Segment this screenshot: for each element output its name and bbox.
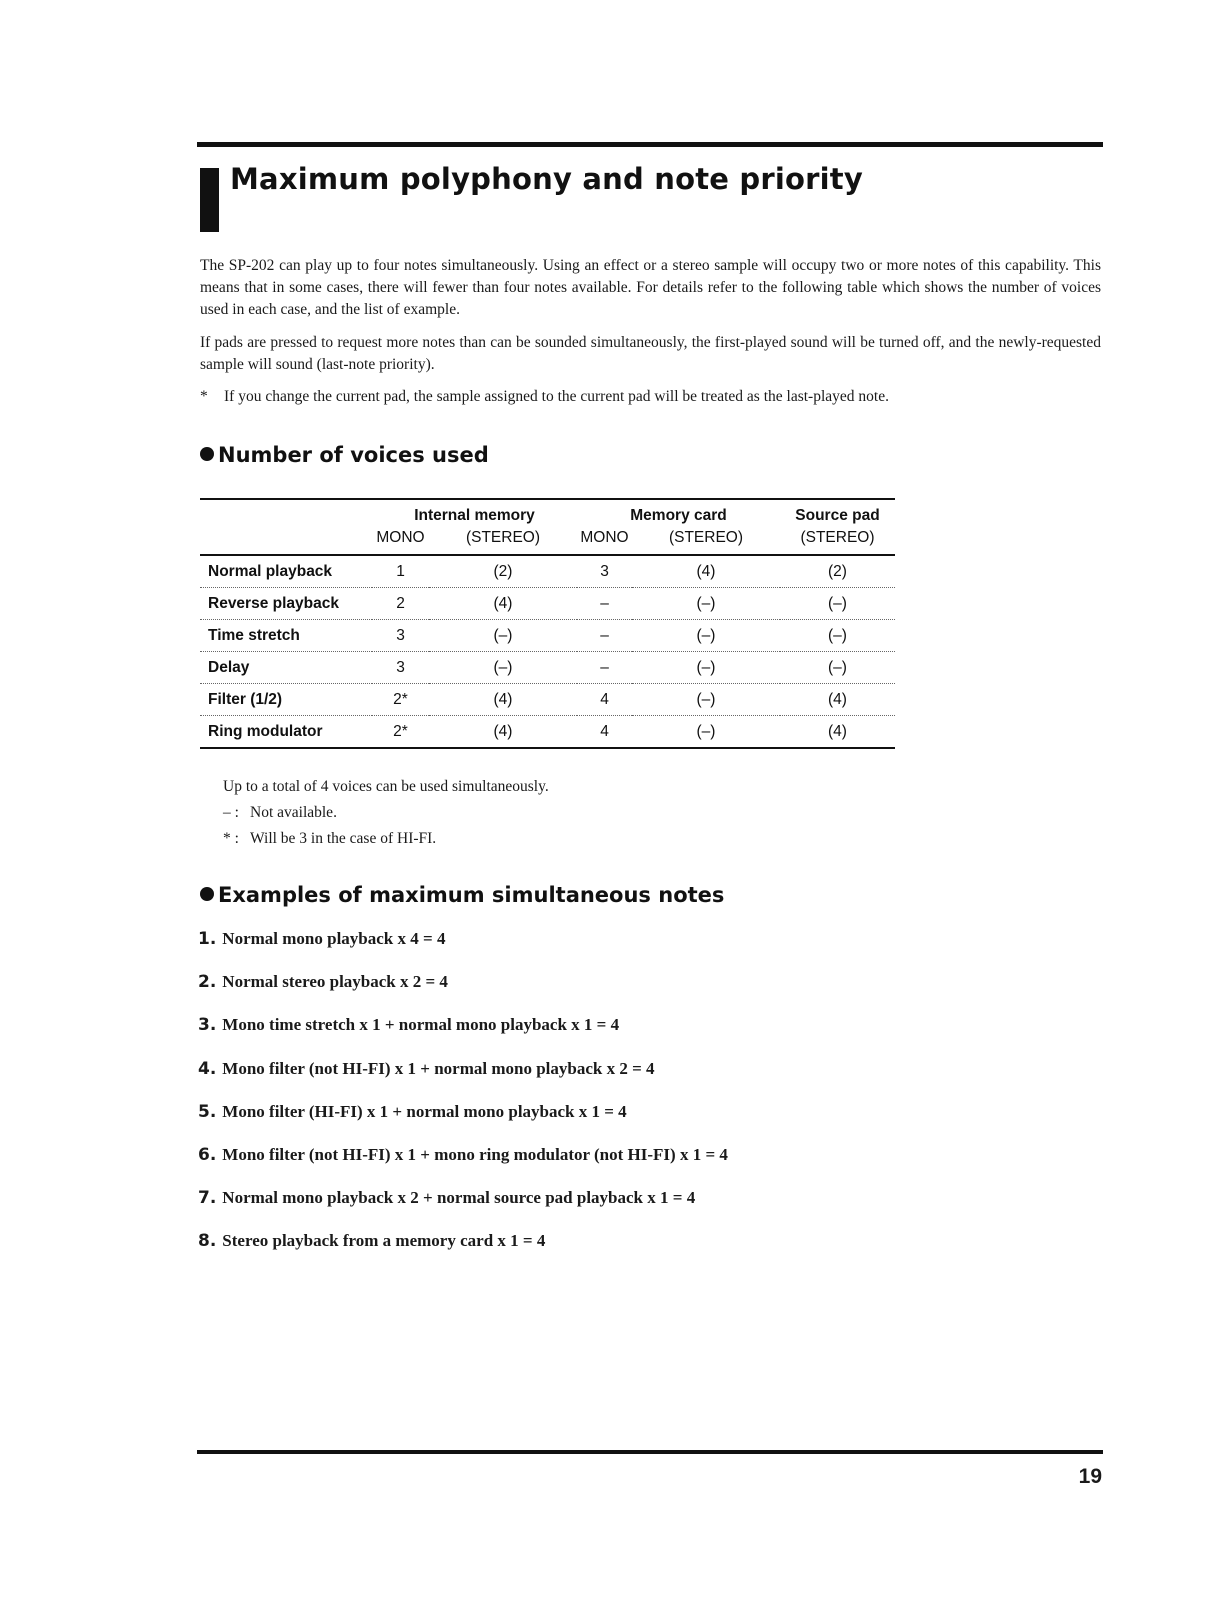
table-legend	[223, 774, 549, 852]
voices-heading	[200, 443, 489, 467]
voices-table	[200, 498, 895, 749]
item-number: 1.	[198, 929, 217, 949]
table-cell: –	[577, 620, 632, 652]
priority-paragraph: If pads are pressed to request more notes than can be sounded simultaneously, the first-played sound will be turned off, and the newly-requested sample will sound (last-note priority).	[200, 334, 1101, 373]
sub-internal-mono: MONO	[372, 527, 429, 555]
sub-source-stereo: (STEREO)	[780, 527, 895, 555]
item-text: Normal stereo playback x 2 = 4	[222, 972, 448, 992]
list-item	[198, 1015, 728, 1058]
table-cell: (–)	[632, 652, 780, 684]
examples-heading	[200, 883, 724, 907]
header-empty-cell	[200, 527, 372, 555]
top-rule	[197, 142, 1103, 147]
table-cell: (2)	[429, 555, 577, 588]
item-number: 6.	[198, 1144, 217, 1165]
legend-text: Not available.	[250, 804, 337, 821]
table-cell: 4	[577, 684, 632, 716]
row-label: Reverse playback	[200, 588, 372, 620]
sub-card-stereo: (STEREO)	[632, 527, 780, 555]
legend-item	[223, 800, 549, 826]
item-number: 5.	[198, 1101, 217, 1122]
table-cell: –	[577, 588, 632, 620]
list-item	[198, 972, 728, 1015]
examples-heading-text: Examples of maximum simultaneous notes	[218, 883, 725, 907]
item-number: 8.	[198, 1231, 217, 1252]
item-number: 7.	[198, 1188, 217, 1209]
item-text: Normal mono playback x 2 + normal source pad playback x 1 = 4	[222, 1188, 696, 1208]
list-item	[198, 1102, 728, 1145]
bottom-rule	[197, 1450, 1103, 1454]
row-label: Time stretch	[200, 620, 372, 652]
legend-symbol: – :	[223, 804, 239, 821]
group-memory-card: Memory card	[577, 499, 780, 527]
page-number: 19	[1078, 1465, 1102, 1488]
legend-symbol: * :	[223, 830, 239, 847]
examples-list	[198, 929, 728, 1275]
table-cell: 3	[372, 620, 429, 652]
intro-paragraph: The SP-202 can play up to four notes simultaneously. Using an effect or a stereo sample will occupy two or more notes of this capability. This means that in some cases, there will fewer than four notes available. For details refer to the following table which shows the number of voices used in each case, and the list of example.	[200, 257, 1101, 318]
table-group-header	[200, 499, 895, 527]
list-item	[198, 1231, 728, 1274]
table-cell: (–)	[780, 652, 895, 684]
table-cell: 1	[372, 555, 429, 588]
legend-text: Will be 3 in the case of HI-FI.	[250, 830, 437, 847]
current-pad-note	[200, 386, 889, 408]
sub-internal-stereo: (STEREO)	[429, 527, 577, 555]
table-cell: (–)	[429, 620, 577, 652]
table-row	[200, 555, 895, 588]
table-cell: 4	[577, 716, 632, 749]
table-cell: (4)	[429, 588, 577, 620]
row-label: Normal playback	[200, 555, 372, 588]
legend-total: Up to a total of 4 voices can be used simultaneously.	[223, 778, 549, 795]
row-label: Ring modulator	[200, 716, 372, 749]
table-sub-header	[200, 527, 895, 555]
list-item	[198, 1145, 728, 1188]
item-text: Stereo playback from a memory card x 1 = 4	[222, 1231, 546, 1251]
row-label: Delay	[200, 652, 372, 684]
table-row	[200, 652, 895, 684]
item-text: Mono filter (not HI-FI) x 1 + normal mono playback x 2 = 4	[222, 1058, 655, 1078]
table-cell: 3	[577, 555, 632, 588]
note-text: If you change the current pad, the sample assigned to the current pad will be treated as the last-played note.	[224, 388, 889, 405]
table-cell: 2*	[372, 684, 429, 716]
title-marker-bar	[200, 168, 219, 232]
item-number: 4.	[198, 1058, 217, 1079]
table-cell: (4)	[429, 716, 577, 749]
header-empty-cell	[200, 499, 372, 527]
table-cell: (–)	[780, 620, 895, 652]
table-cell: (4)	[429, 684, 577, 716]
legend-item	[223, 826, 549, 852]
table-cell: 2*	[372, 716, 429, 749]
page-title: Maximum polyphony and note priority	[230, 162, 863, 196]
table-cell: (2)	[780, 555, 895, 588]
item-text: Mono filter (not HI-FI) x 1 + mono ring modulator (not HI-FI) x 1 = 4	[222, 1144, 728, 1164]
item-text: Normal mono playback x 4 = 4	[222, 929, 446, 948]
table-cell: (–)	[429, 652, 577, 684]
table-row	[200, 684, 895, 716]
list-item	[198, 1059, 728, 1102]
bullet-icon	[200, 447, 214, 461]
table-cell: –	[577, 652, 632, 684]
table-cell: (4)	[632, 555, 780, 588]
table-cell: (–)	[632, 684, 780, 716]
table-cell: (–)	[780, 588, 895, 620]
item-number: 2.	[198, 972, 217, 993]
voices-heading-text: Number of voices used	[218, 443, 489, 467]
table-row	[200, 620, 895, 652]
item-text: Mono filter (HI-FI) x 1 + normal mono playback x 1 = 4	[222, 1101, 627, 1121]
sub-card-mono: MONO	[577, 527, 632, 555]
row-label: Filter (1/2)	[200, 684, 372, 716]
table-cell: 2	[372, 588, 429, 620]
table-cell: (–)	[632, 716, 780, 749]
table-row	[200, 716, 895, 749]
item-number: 3.	[198, 1015, 217, 1036]
list-item	[198, 1188, 728, 1231]
table-cell: (–)	[632, 620, 780, 652]
table-row	[200, 588, 895, 620]
table-cell: 3	[372, 652, 429, 684]
bullet-icon	[200, 887, 214, 901]
note-marker: *	[200, 388, 208, 405]
group-internal-memory: Internal memory	[372, 499, 577, 527]
item-text: Mono time stretch x 1 + normal mono playback x 1 = 4	[222, 1015, 620, 1035]
table-cell: (4)	[780, 716, 895, 749]
list-item	[198, 929, 728, 972]
group-source-pad: Source pad	[780, 499, 895, 527]
table-cell: (–)	[632, 588, 780, 620]
table-cell: (4)	[780, 684, 895, 716]
